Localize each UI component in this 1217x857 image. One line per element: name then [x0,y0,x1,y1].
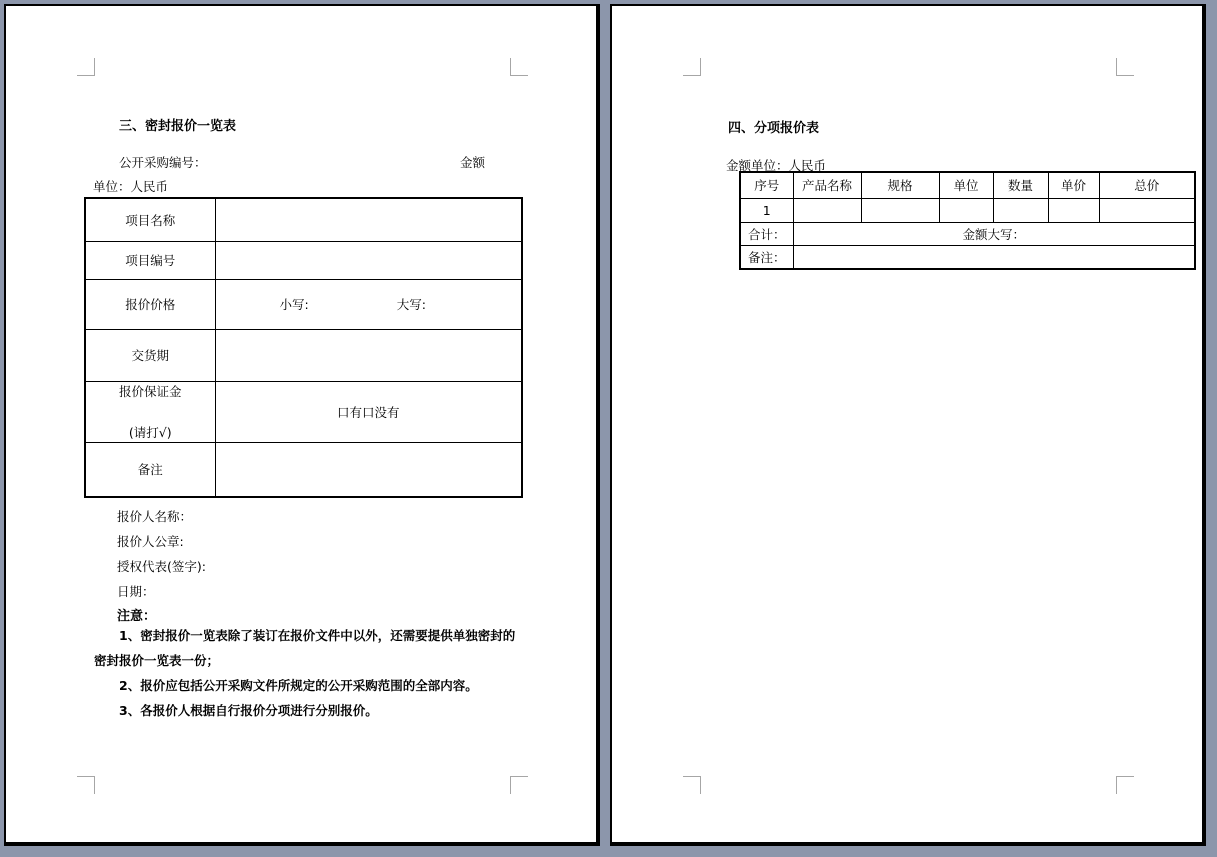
remark-label-cell: 备注： [740,245,793,269]
deposit-label: 报价保证金 [118,384,182,399]
procurement-number-line [119,153,485,171]
amount-unit-line: 单位：人民币 [93,179,169,194]
remark-row [740,245,1195,269]
table-row [85,279,522,329]
seq-cell: 1 [740,198,793,222]
total-price-cell[interactable] [1099,198,1195,222]
spec-cell[interactable] [861,198,939,222]
crop-mark-top-right [510,58,528,76]
table-header-row [740,172,1195,198]
authorized-rep-line: 授权代表(签字): [117,559,206,574]
total-label-cell: 合计： [740,222,793,245]
header-seq: 序号 [740,172,793,198]
header-total-price: 总价 [1099,172,1195,198]
date-line: 日期： [117,584,155,599]
page2-title: 四、分项报价表 [728,121,820,136]
qty-cell[interactable] [993,198,1048,222]
product-cell[interactable] [793,198,861,222]
remark-value-cell[interactable] [793,245,1195,269]
total-row [740,222,1195,245]
table-row [740,198,1195,222]
document-page-2 [610,4,1206,846]
notice-label: 注意： [117,609,157,624]
table-row [85,381,522,442]
delivery-value-cell[interactable] [215,329,522,381]
crop-mark-bottom-left [77,776,95,794]
delivery-label-cell: 交货期 [85,329,215,381]
table-row [85,241,522,279]
note-2: 2、报价应包括公开采购文件所规定的公开采购范围的全部内容。 [119,678,478,693]
deposit-check-hint: (请打√) [128,425,172,440]
bidder-name-line: 报价人名称： [117,509,193,524]
amount-unit-line: 金额单位：人民币 [726,158,827,173]
crop-mark-bottom-left [683,776,701,794]
deposit-checkbox-cell[interactable]: 口有口没有 [215,381,522,442]
header-unit-price: 单价 [1048,172,1099,198]
price-value-cell[interactable] [215,279,522,329]
deposit-label-cell [85,381,215,442]
project-no-value-cell[interactable] [215,241,522,279]
project-name-label-cell: 项目名称 [85,198,215,241]
crop-mark-bottom-right [1116,776,1134,794]
amount-word: 金额 [459,155,485,170]
procurement-number-label: 公开采购编号： [119,155,207,170]
header-product: 产品名称 [793,172,861,198]
note-3: 3、各报价人根据自行报价分项进行分别报价。 [119,703,378,718]
table-row [85,329,522,381]
unit-cell[interactable] [939,198,993,222]
header-qty: 数量 [993,172,1048,198]
price-label-cell: 报价价格 [85,279,215,329]
project-name-value-cell[interactable] [215,198,522,241]
unit-price-cell[interactable] [1048,198,1099,222]
table-row [85,198,522,241]
remark-label-cell: 备注 [85,442,215,497]
remark-value-cell[interactable] [215,442,522,497]
table-row [85,442,522,497]
price-large-label: 大写: [396,297,426,312]
bidder-seal-line: 报价人公章: [117,534,184,549]
crop-mark-top-right [1116,58,1134,76]
project-no-label-cell: 项目编号 [85,241,215,279]
price-small-label: 小写: [279,297,309,312]
crop-mark-top-left [77,58,95,76]
itemized-quotation-table [739,171,1196,270]
document-page-1 [4,4,600,846]
header-unit: 单位 [939,172,993,198]
note-1: 1、密封报价一览表除了装订在报价文件中以外，还需要提供单独密封的密封报价一览表一份； [94,628,516,668]
total-amount-words-cell[interactable]: 金额大写： [793,222,1195,245]
page1-title: 三、密封报价一览表 [119,119,237,134]
notes-block [94,623,524,723]
crop-mark-bottom-right [510,776,528,794]
sealed-quotation-table [84,197,523,498]
crop-mark-top-left [683,58,701,76]
header-spec: 规格 [861,172,939,198]
